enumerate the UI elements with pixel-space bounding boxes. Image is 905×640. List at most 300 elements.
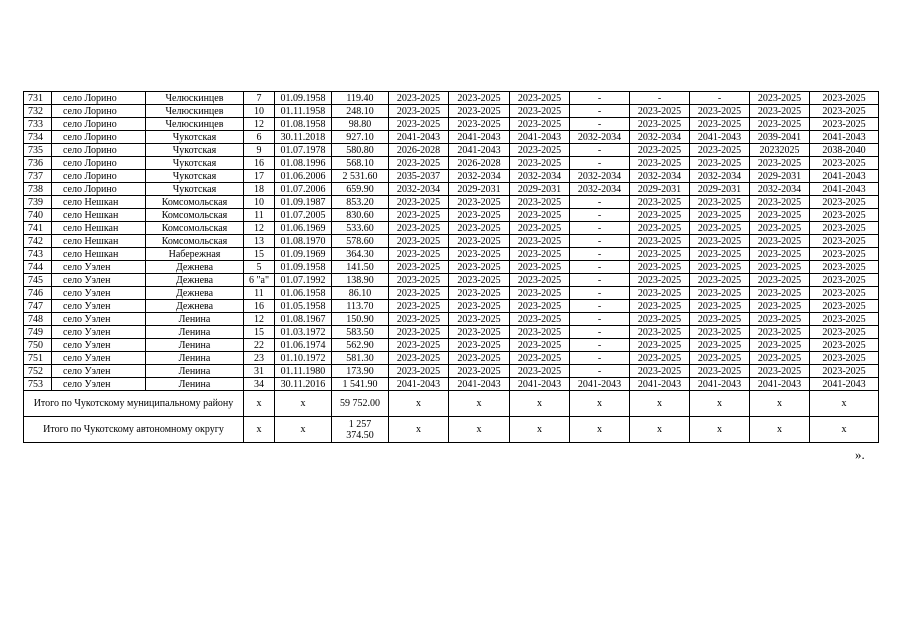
cell-repair-period-2: 2023-2025 [449, 287, 510, 300]
cell-total-area: 113.70 [332, 300, 389, 313]
cell-row-number: 749 [24, 326, 52, 339]
cell-street: Ленина [146, 352, 244, 365]
cell-repair-period-5: 2032-2034 [630, 170, 690, 183]
table-row [24, 261, 879, 274]
cell-commission-date: 01.03.1972 [275, 326, 332, 339]
table-row [24, 300, 879, 313]
cell-row-number: 739 [24, 196, 52, 209]
cell-house-number: 6 "а" [244, 274, 275, 287]
cell-repair-period-2: 2041-2043 [449, 378, 510, 391]
cell-row-number: 734 [24, 131, 52, 144]
cell-repair-period-2: 2023-2025 [449, 339, 510, 352]
cell-repair-period-2: 2023-2025 [449, 105, 510, 118]
cell-repair-period-3: 2023-2025 [510, 339, 570, 352]
table-row [24, 326, 879, 339]
cell-commission-date: 01.08.1970 [275, 235, 332, 248]
cell-street: Чукотская [146, 183, 244, 196]
cell-commission-date: 01.07.2006 [275, 183, 332, 196]
cell-house-number: 11 [244, 209, 275, 222]
cell-repair-period-1: 2023-2025 [389, 326, 449, 339]
cell-repair-period-4: - [570, 313, 630, 326]
cell-repair-period-4: 2032-2034 [570, 183, 630, 196]
cell-commission-date: 30.11.2018 [275, 131, 332, 144]
cell-repair-period-7: 2023-2025 [750, 105, 810, 118]
table-row [24, 118, 879, 131]
cell-repair-period-1: 2023-2025 [389, 222, 449, 235]
cell-repair-period-1: 2041-2043 [389, 378, 449, 391]
cell-house-number: 12 [244, 222, 275, 235]
cell-commission-date: 01.08.1996 [275, 157, 332, 170]
cell-row-number: 735 [24, 144, 52, 157]
cell-total-area: 927.10 [332, 131, 389, 144]
cell-repair-period-2: 2023-2025 [449, 352, 510, 365]
cell-repair-period-1: 2023-2025 [389, 235, 449, 248]
cell-repair-period-5: 2023-2025 [630, 339, 690, 352]
cell-repair-period-3: 2023-2025 [510, 300, 570, 313]
cell-settlement: село Лорино [52, 92, 146, 105]
cell-repair-period-3: 2023-2025 [510, 274, 570, 287]
cell-repair-period-4: 2032-2034 [570, 131, 630, 144]
cell-repair-period-2: 2023-2025 [449, 248, 510, 261]
cell-street: Ленина [146, 365, 244, 378]
cell-repair-period-1: 2023-2025 [389, 92, 449, 105]
cell-repair-period-7: 2023-2025 [750, 339, 810, 352]
cell-repair-period-7: 20232025 [750, 144, 810, 157]
cell-total-area: 138.90 [332, 274, 389, 287]
cell-repair-period-8: 2023-2025 [810, 196, 879, 209]
cell-repair-period-7: 2023-2025 [750, 209, 810, 222]
cell-repair-period-4: - [570, 105, 630, 118]
total-placeholder: x [244, 391, 275, 417]
cell-total-area: 853.20 [332, 196, 389, 209]
total-placeholder: x [510, 391, 570, 417]
cell-repair-period-2: 2023-2025 [449, 209, 510, 222]
total-area: 59 752.00 [332, 391, 389, 417]
total-row [24, 391, 879, 417]
cell-repair-period-5: 2023-2025 [630, 144, 690, 157]
cell-repair-period-4: - [570, 222, 630, 235]
table-row [24, 222, 879, 235]
table-row [24, 157, 879, 170]
cell-house-number: 11 [244, 287, 275, 300]
cell-repair-period-8: 2038-2040 [810, 144, 879, 157]
cell-repair-period-8: 2023-2025 [810, 274, 879, 287]
total-placeholder: x [570, 417, 630, 443]
cell-row-number: 747 [24, 300, 52, 313]
total-placeholder: x [690, 391, 750, 417]
cell-commission-date: 01.09.1958 [275, 261, 332, 274]
cell-repair-period-4: - [570, 209, 630, 222]
cell-street: Чукотская [146, 170, 244, 183]
cell-total-area: 578.60 [332, 235, 389, 248]
cell-repair-period-2: 2041-2043 [449, 131, 510, 144]
cell-repair-period-3: 2023-2025 [510, 209, 570, 222]
cell-repair-period-7: 2023-2025 [750, 92, 810, 105]
cell-house-number: 12 [244, 313, 275, 326]
cell-repair-period-3: 2023-2025 [510, 365, 570, 378]
total-area: 1 257 374.50 [332, 417, 389, 443]
cell-house-number: 15 [244, 248, 275, 261]
cell-repair-period-1: 2023-2025 [389, 365, 449, 378]
cell-repair-period-1: 2023-2025 [389, 300, 449, 313]
cell-repair-period-3: 2023-2025 [510, 118, 570, 131]
cell-total-area: 830.60 [332, 209, 389, 222]
cell-settlement: село Уэлен [52, 352, 146, 365]
cell-repair-period-8: 2023-2025 [810, 326, 879, 339]
cell-repair-period-1: 2023-2025 [389, 105, 449, 118]
cell-row-number: 741 [24, 222, 52, 235]
cell-commission-date: 01.06.1969 [275, 222, 332, 235]
cell-repair-period-5: 2023-2025 [630, 313, 690, 326]
cell-total-area: 2 531.60 [332, 170, 389, 183]
cell-house-number: 10 [244, 196, 275, 209]
cell-row-number: 740 [24, 209, 52, 222]
cell-repair-period-1: 2023-2025 [389, 274, 449, 287]
cell-commission-date: 01.07.1978 [275, 144, 332, 157]
cell-settlement: село Уэлен [52, 339, 146, 352]
cell-street: Ленина [146, 326, 244, 339]
cell-row-number: 752 [24, 365, 52, 378]
cell-repair-period-7: 2023-2025 [750, 196, 810, 209]
cell-repair-period-4: - [570, 339, 630, 352]
cell-repair-period-1: 2026-2028 [389, 144, 449, 157]
cell-repair-period-4: - [570, 300, 630, 313]
cell-house-number: 31 [244, 365, 275, 378]
cell-repair-period-8: 2041-2043 [810, 183, 879, 196]
cell-repair-period-2: 2023-2025 [449, 118, 510, 131]
cell-repair-period-5: 2023-2025 [630, 235, 690, 248]
table-row [24, 274, 879, 287]
cell-house-number: 17 [244, 170, 275, 183]
cell-repair-period-5: 2023-2025 [630, 209, 690, 222]
cell-repair-period-5: 2032-2034 [630, 131, 690, 144]
cell-repair-period-8: 2023-2025 [810, 157, 879, 170]
cell-street: Челюскинцев [146, 92, 244, 105]
cell-repair-period-7: 2023-2025 [750, 300, 810, 313]
cell-repair-period-7: 2023-2025 [750, 157, 810, 170]
cell-house-number: 23 [244, 352, 275, 365]
cell-repair-period-3: 2023-2025 [510, 326, 570, 339]
cell-repair-period-1: 2041-2043 [389, 131, 449, 144]
total-label: Итого по Чукотскому муниципальному району [24, 391, 244, 417]
cell-repair-period-3: 2023-2025 [510, 235, 570, 248]
cell-total-area: 659.90 [332, 183, 389, 196]
cell-street: Челюскинцев [146, 105, 244, 118]
cell-repair-period-8: 2041-2043 [810, 378, 879, 391]
cell-repair-period-3: 2023-2025 [510, 261, 570, 274]
cell-settlement: село Лорино [52, 131, 146, 144]
cell-repair-period-2: 2023-2025 [449, 261, 510, 274]
table-row [24, 170, 879, 183]
cell-repair-period-7: 2023-2025 [750, 352, 810, 365]
total-placeholder: x [244, 417, 275, 443]
cell-repair-period-4: - [570, 235, 630, 248]
cell-settlement: село Нешкан [52, 209, 146, 222]
cell-repair-period-3: 2023-2025 [510, 248, 570, 261]
cell-row-number: 746 [24, 287, 52, 300]
cell-repair-period-5: 2023-2025 [630, 326, 690, 339]
cell-repair-period-4: - [570, 144, 630, 157]
cell-repair-period-8: 2041-2043 [810, 170, 879, 183]
table-row [24, 378, 879, 391]
cell-commission-date: 01.10.1972 [275, 352, 332, 365]
table-row [24, 235, 879, 248]
cell-repair-period-6: 2023-2025 [690, 352, 750, 365]
total-placeholder: x [810, 391, 879, 417]
cell-repair-period-2: 2023-2025 [449, 300, 510, 313]
cell-repair-period-5: 2023-2025 [630, 287, 690, 300]
table-row [24, 105, 879, 118]
cell-repair-period-4: - [570, 274, 630, 287]
cell-repair-period-5: 2023-2025 [630, 118, 690, 131]
cell-repair-period-5: 2023-2025 [630, 352, 690, 365]
cell-settlement: село Лорино [52, 144, 146, 157]
cell-house-number: 18 [244, 183, 275, 196]
cell-row-number: 731 [24, 92, 52, 105]
cell-row-number: 733 [24, 118, 52, 131]
cell-repair-period-2: 2032-2034 [449, 170, 510, 183]
cell-repair-period-5: 2023-2025 [630, 365, 690, 378]
cell-repair-period-8: 2023-2025 [810, 313, 879, 326]
cell-total-area: 119.40 [332, 92, 389, 105]
cell-repair-period-5: 2023-2025 [630, 222, 690, 235]
cell-total-area: 580.80 [332, 144, 389, 157]
cell-house-number: 13 [244, 235, 275, 248]
cell-repair-period-7: 2023-2025 [750, 235, 810, 248]
cell-repair-period-2: 2023-2025 [449, 365, 510, 378]
cell-repair-period-1: 2023-2025 [389, 248, 449, 261]
cell-repair-period-1: 2023-2025 [389, 352, 449, 365]
cell-commission-date: 30.11.2016 [275, 378, 332, 391]
total-placeholder: x [510, 417, 570, 443]
cell-settlement: село Лорино [52, 157, 146, 170]
cell-total-area: 364.30 [332, 248, 389, 261]
cell-street: Чукотская [146, 144, 244, 157]
cell-street: Комсомольская [146, 196, 244, 209]
cell-row-number: 742 [24, 235, 52, 248]
cell-repair-period-1: 2023-2025 [389, 313, 449, 326]
housing-repair-table [23, 91, 879, 443]
cell-street: Комсомольская [146, 235, 244, 248]
cell-repair-period-6: 2023-2025 [690, 326, 750, 339]
cell-repair-period-5: 2023-2025 [630, 248, 690, 261]
cell-repair-period-6: 2041-2043 [690, 378, 750, 391]
cell-repair-period-8: 2023-2025 [810, 339, 879, 352]
cell-commission-date: 01.05.1958 [275, 300, 332, 313]
total-placeholder: x [389, 391, 449, 417]
table-row [24, 92, 879, 105]
cell-street: Дежнева [146, 274, 244, 287]
cell-repair-period-4: - [570, 248, 630, 261]
cell-repair-period-5: 2023-2025 [630, 300, 690, 313]
cell-repair-period-3: 2023-2025 [510, 352, 570, 365]
table-row [24, 248, 879, 261]
cell-repair-period-1: 2023-2025 [389, 261, 449, 274]
cell-repair-period-6: - [690, 92, 750, 105]
total-placeholder: x [750, 417, 810, 443]
cell-repair-period-4: - [570, 365, 630, 378]
cell-repair-period-2: 2041-2043 [449, 144, 510, 157]
cell-total-area: 141.50 [332, 261, 389, 274]
total-placeholder: x [750, 391, 810, 417]
cell-street: Набережная [146, 248, 244, 261]
cell-repair-period-1: 2023-2025 [389, 209, 449, 222]
cell-repair-period-3: 2023-2025 [510, 196, 570, 209]
cell-repair-period-5: - [630, 92, 690, 105]
total-placeholder: x [449, 417, 510, 443]
cell-settlement: село Лорино [52, 183, 146, 196]
cell-commission-date: 01.06.2006 [275, 170, 332, 183]
cell-total-area: 562.90 [332, 339, 389, 352]
cell-repair-period-3: 2023-2025 [510, 287, 570, 300]
cell-row-number: 750 [24, 339, 52, 352]
cell-settlement: село Уэлен [52, 300, 146, 313]
cell-repair-period-6: 2041-2043 [690, 131, 750, 144]
cell-repair-period-7: 2023-2025 [750, 261, 810, 274]
cell-repair-period-7: 2029-2031 [750, 170, 810, 183]
cell-settlement: село Уэлен [52, 313, 146, 326]
cell-repair-period-8: 2023-2025 [810, 248, 879, 261]
total-placeholder: x [389, 417, 449, 443]
cell-repair-period-7: 2023-2025 [750, 248, 810, 261]
cell-settlement: село Лорино [52, 105, 146, 118]
cell-house-number: 12 [244, 118, 275, 131]
cell-commission-date: 01.11.1980 [275, 365, 332, 378]
cell-settlement: село Уэлен [52, 274, 146, 287]
table-row [24, 144, 879, 157]
cell-repair-period-5: 2029-2031 [630, 183, 690, 196]
cell-repair-period-3: 2023-2025 [510, 105, 570, 118]
table-row [24, 313, 879, 326]
cell-repair-period-7: 2023-2025 [750, 365, 810, 378]
cell-repair-period-3: 2023-2025 [510, 157, 570, 170]
cell-repair-period-3: 2023-2025 [510, 92, 570, 105]
cell-repair-period-7: 2023-2025 [750, 287, 810, 300]
total-placeholder: x [570, 391, 630, 417]
cell-repair-period-2: 2023-2025 [449, 313, 510, 326]
cell-settlement: село Лорино [52, 170, 146, 183]
table-row [24, 352, 879, 365]
cell-repair-period-8: 2023-2025 [810, 352, 879, 365]
cell-repair-period-3: 2041-2043 [510, 131, 570, 144]
cell-repair-period-3: 2041-2043 [510, 378, 570, 391]
total-placeholder: x [690, 417, 750, 443]
cell-repair-period-6: 2023-2025 [690, 248, 750, 261]
cell-repair-period-6: 2032-2034 [690, 170, 750, 183]
cell-row-number: 745 [24, 274, 52, 287]
cell-commission-date: 01.09.1969 [275, 248, 332, 261]
cell-row-number: 748 [24, 313, 52, 326]
cell-repair-period-7: 2032-2034 [750, 183, 810, 196]
cell-repair-period-8: 2023-2025 [810, 261, 879, 274]
cell-house-number: 15 [244, 326, 275, 339]
table-row [24, 339, 879, 352]
cell-row-number: 743 [24, 248, 52, 261]
table-body [24, 92, 879, 443]
cell-repair-period-4: - [570, 92, 630, 105]
cell-row-number: 732 [24, 105, 52, 118]
cell-repair-period-1: 2023-2025 [389, 118, 449, 131]
cell-house-number: 10 [244, 105, 275, 118]
cell-repair-period-5: 2023-2025 [630, 196, 690, 209]
cell-repair-period-7: 2023-2025 [750, 326, 810, 339]
cell-repair-period-2: 2023-2025 [449, 326, 510, 339]
cell-settlement: село Лорино [52, 118, 146, 131]
cell-repair-period-8: 2023-2025 [810, 222, 879, 235]
cell-repair-period-4: - [570, 287, 630, 300]
cell-total-area: 533.60 [332, 222, 389, 235]
cell-street: Дежнева [146, 287, 244, 300]
table-row [24, 287, 879, 300]
cell-total-area: 98.80 [332, 118, 389, 131]
cell-repair-period-6: 2023-2025 [690, 339, 750, 352]
cell-repair-period-1: 2032-2034 [389, 183, 449, 196]
cell-house-number: 16 [244, 300, 275, 313]
cell-repair-period-2: 2029-2031 [449, 183, 510, 196]
cell-repair-period-8: 2023-2025 [810, 300, 879, 313]
total-label: Итого по Чукотскому автономному округу [24, 417, 244, 443]
cell-repair-period-6: 2023-2025 [690, 261, 750, 274]
cell-repair-period-6: 2023-2025 [690, 313, 750, 326]
cell-repair-period-7: 2023-2025 [750, 274, 810, 287]
cell-repair-period-6: 2023-2025 [690, 222, 750, 235]
cell-house-number: 7 [244, 92, 275, 105]
cell-settlement: село Уэлен [52, 378, 146, 391]
cell-repair-period-1: 2035-2037 [389, 170, 449, 183]
cell-repair-period-7: 2023-2025 [750, 313, 810, 326]
cell-settlement: село Уэлен [52, 287, 146, 300]
cell-repair-period-2: 2023-2025 [449, 274, 510, 287]
cell-total-area: 568.10 [332, 157, 389, 170]
cell-repair-period-6: 2023-2025 [690, 118, 750, 131]
cell-house-number: 5 [244, 261, 275, 274]
cell-street: Дежнева [146, 300, 244, 313]
cell-commission-date: 01.08.1958 [275, 118, 332, 131]
cell-commission-date: 01.06.1974 [275, 339, 332, 352]
cell-settlement: село Нешкан [52, 235, 146, 248]
cell-repair-period-8: 2041-2043 [810, 131, 879, 144]
cell-repair-period-6: 2023-2025 [690, 365, 750, 378]
cell-repair-period-1: 2023-2025 [389, 287, 449, 300]
cell-house-number: 9 [244, 144, 275, 157]
total-placeholder: x [449, 391, 510, 417]
cell-repair-period-4: - [570, 326, 630, 339]
cell-commission-date: 01.08.1967 [275, 313, 332, 326]
cell-repair-period-4: - [570, 157, 630, 170]
cell-total-area: 248.10 [332, 105, 389, 118]
cell-row-number: 736 [24, 157, 52, 170]
cell-commission-date: 01.07.2005 [275, 209, 332, 222]
cell-repair-period-6: 2023-2025 [690, 287, 750, 300]
cell-row-number: 738 [24, 183, 52, 196]
cell-total-area: 173.90 [332, 365, 389, 378]
cell-row-number: 737 [24, 170, 52, 183]
cell-street: Чукотская [146, 157, 244, 170]
cell-repair-period-3: 2029-2031 [510, 183, 570, 196]
cell-repair-period-1: 2023-2025 [389, 157, 449, 170]
cell-total-area: 150.90 [332, 313, 389, 326]
cell-total-area: 1 541.90 [332, 378, 389, 391]
cell-total-area: 581.30 [332, 352, 389, 365]
cell-repair-period-8: 2023-2025 [810, 287, 879, 300]
cell-repair-period-8: 2023-2025 [810, 105, 879, 118]
cell-repair-period-6: 2023-2025 [690, 209, 750, 222]
cell-street: Ленина [146, 378, 244, 391]
cell-repair-period-2: 2023-2025 [449, 92, 510, 105]
cell-street: Ленина [146, 313, 244, 326]
table-row [24, 209, 879, 222]
closing-quote-mark: ». [855, 447, 865, 462]
